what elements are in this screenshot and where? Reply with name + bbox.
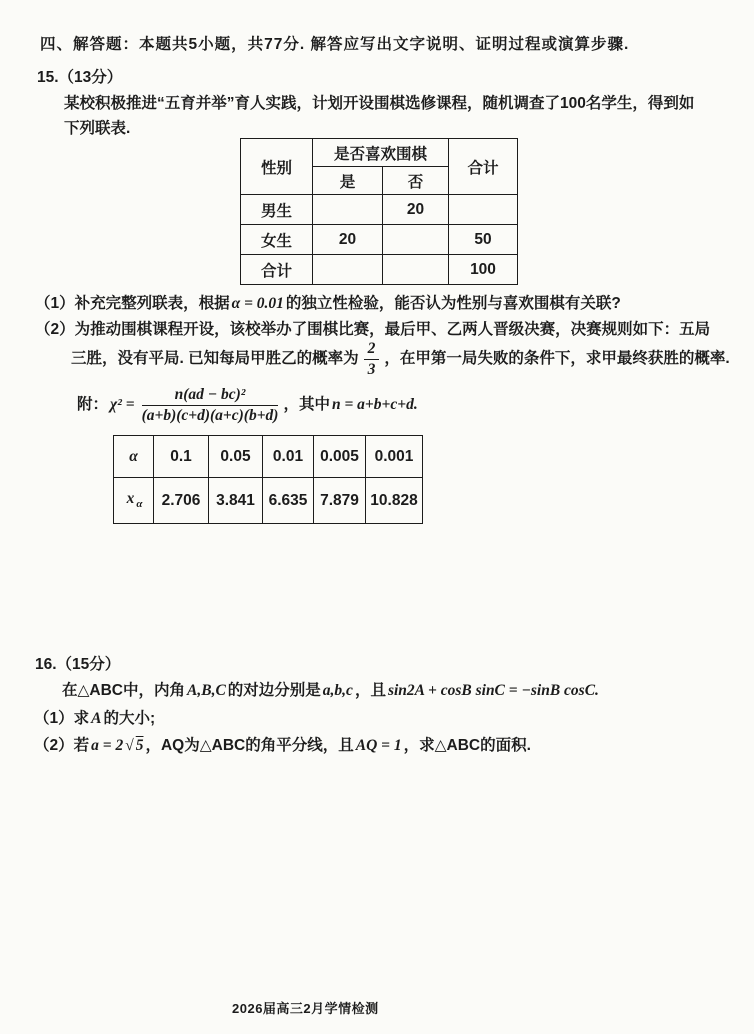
table-cell-gender: 性别	[241, 139, 313, 195]
table-cell: 0.001	[366, 436, 423, 478]
table-cell: 合计	[241, 255, 313, 285]
q16-item2-aq: AQ = 1	[355, 737, 402, 754]
section-header: 四、解答题：本题共5小题，共77分. 解答应写出文字说明、证明过程或演算步骤.	[40, 36, 630, 53]
table-cell: 0.005	[314, 436, 366, 478]
chi-square-formula	[77, 380, 420, 430]
alpha-value: α = 0.01	[231, 295, 284, 312]
q16-item1-cn2: 的大小;	[103, 710, 156, 727]
fraction-denominator: 3	[367, 360, 376, 378]
table-cell: 20	[383, 195, 449, 225]
table-cell	[313, 195, 383, 225]
q15-item2-line2	[71, 338, 730, 380]
radicand: 5	[135, 737, 144, 754]
q16-item2-a-equals: a = 2	[91, 737, 124, 754]
q16-item1-cn1: （1）求	[34, 710, 90, 727]
contingency-table	[240, 138, 518, 285]
q15-item2-line1: （2）为推动围棋课程开设，该校举办了围棋比赛，最后甲、乙两人晋级决赛，决赛规则如下：五局	[35, 321, 711, 338]
table-cell: 3.841	[209, 478, 263, 524]
note-label: 附：	[77, 396, 109, 413]
q16-angles: A,B,C	[187, 682, 226, 699]
q16-item1	[34, 709, 155, 729]
chi-n-definition: n = a+b+c+d.	[331, 396, 418, 413]
item2-text-pre: 三胜，没有平局. 已知每局甲胜乙的概率为	[71, 350, 359, 367]
q16-item2-cn3: ，求△ABC的面积.	[403, 737, 531, 754]
x-base: x	[126, 490, 135, 508]
table-cell: 0.05	[209, 436, 263, 478]
table-cell: 2.706	[154, 478, 209, 524]
table-cell-total-header: 合计	[449, 139, 518, 195]
table-cell: 0.01	[263, 436, 314, 478]
item1-text-pre: （1）补充完整列联表，根据	[35, 295, 230, 312]
critical-value-table	[113, 435, 423, 524]
table-cell-no: 否	[383, 167, 449, 195]
q16-number: 16.（15分）	[35, 656, 121, 673]
q16-item2-cn2: ，AQ为△ABC的角平分线，且	[145, 737, 354, 754]
table-cell: 7.879	[314, 478, 366, 524]
item1-text-post: 的独立性检验，能否认为性别与喜欢围棋有关联?	[285, 295, 621, 312]
table-cell	[383, 255, 449, 285]
q16-intro-cn2: 的对边分别是	[227, 682, 321, 699]
q15-number: 15.（13分）	[37, 69, 123, 86]
table-cell: 100	[449, 255, 518, 285]
q16-intro	[62, 681, 601, 701]
q16-item1-var: A	[91, 710, 102, 727]
table-cell	[383, 225, 449, 255]
table-cell: 10.828	[366, 478, 423, 524]
table-row-male	[241, 195, 518, 225]
table-cell: 男生	[241, 195, 313, 225]
table-cell-yes: 是	[313, 167, 383, 195]
chi-fraction-numerator: n(ad − bc)²	[142, 386, 279, 405]
table-cell	[449, 195, 518, 225]
q16-intro-cn1: 在△ABC中，内角	[62, 682, 186, 699]
table-row-female	[241, 225, 518, 255]
fraction-two-thirds	[364, 340, 380, 378]
alpha-row	[114, 436, 423, 478]
item2-text-post: ，在甲第一局失败的条件下，求甲最终获胜的概率.	[384, 350, 730, 367]
q15-intro-line1: 某校积极推进“五育并举”育人实践，计划开设围棋选修课程，随机调查了100名学生，得到如	[64, 95, 695, 112]
table-row-total	[241, 255, 518, 285]
chi-squared-lhs: χ² =	[110, 396, 135, 413]
footer-text: 2026届高三2月学情检测	[232, 1001, 379, 1016]
q16-sides: a,b,c	[322, 682, 353, 699]
table-cell: 50	[449, 225, 518, 255]
q16-item2-cn1: （2）若	[34, 737, 90, 754]
table-header-row-1	[241, 139, 518, 167]
chi-fraction-denominator: (a+b)(c+d)(a+c)(b+d)	[141, 406, 279, 424]
q16-intro-cn3: ，且	[354, 682, 386, 699]
chi-squared-fraction	[142, 386, 279, 424]
x-alpha-label-cell	[114, 478, 154, 524]
q16-equation: sin2A + cosB sinC = −sinB cosC.	[387, 682, 599, 699]
table-cell: 6.635	[263, 478, 314, 524]
table-cell	[313, 255, 383, 285]
table-cell-like-goju: 是否喜欢围棋	[313, 139, 449, 167]
table-cell: 女生	[241, 225, 313, 255]
fraction-numerator: 2	[364, 340, 380, 359]
chi-mid-text: ，其中	[283, 396, 330, 413]
q16-item2	[34, 736, 531, 756]
x-alpha-row	[114, 478, 423, 524]
q15-intro-line2: 下列联表.	[64, 120, 131, 137]
radical-sign: √	[125, 737, 134, 754]
table-cell: 0.1	[154, 436, 209, 478]
table-cell: 20	[313, 225, 383, 255]
x-subscript: α	[136, 498, 143, 511]
q15-item1	[35, 294, 621, 314]
alpha-label-cell: α	[114, 436, 154, 478]
